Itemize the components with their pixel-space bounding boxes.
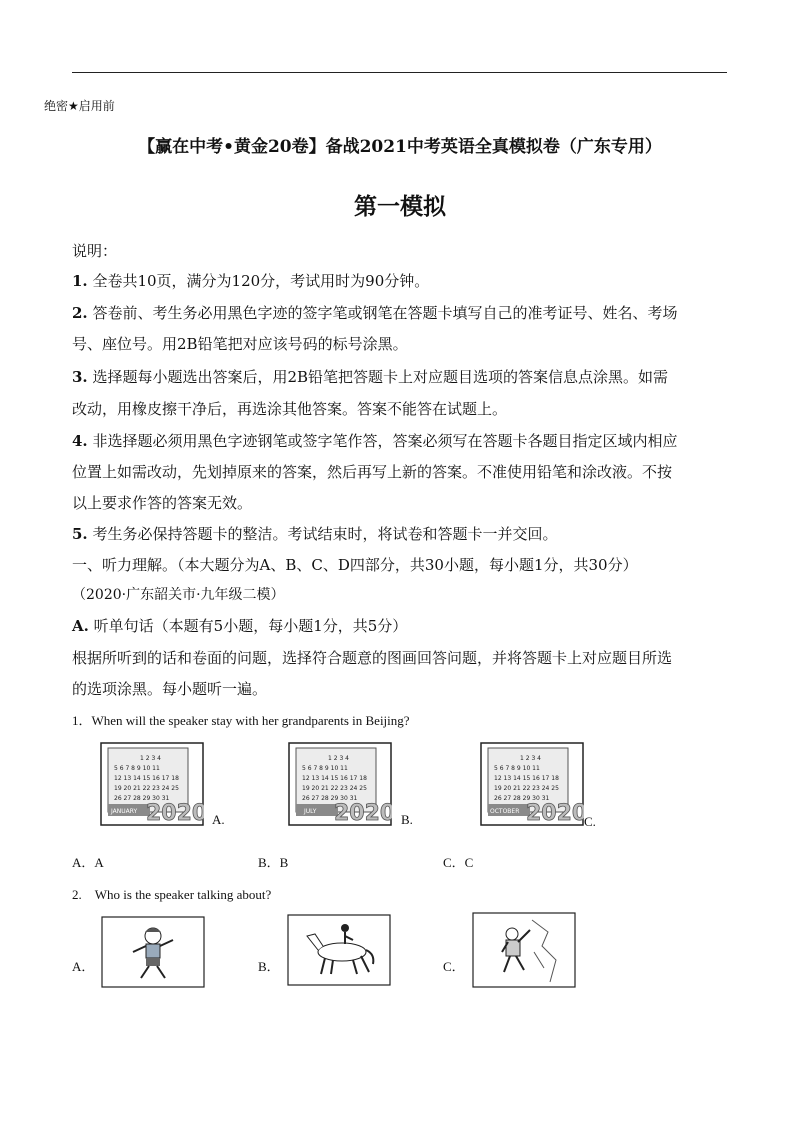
answer-option-b[interactable]: B．B [258,855,289,870]
top-rule [72,72,727,73]
instruction-number: 4. [72,432,88,450]
running-boy-icon [101,916,205,988]
svg-text:26 27 28 29 30 31: 26 27 28 29 30 31 [114,795,170,802]
instruction-5 [72,523,557,544]
svg-text:5 6 7 8 9 10 11: 5 6 7 8 9 10 11 [494,765,540,772]
boy-running-image [101,916,205,992]
instruction-4-line-3: 以上要求作答的答案无效。 [72,494,253,512]
calendar-january-image [100,742,204,830]
svg-text:26 27 28 29 30 31: 26 27 28 29 30 31 [494,795,550,802]
svg-text:19 20 21 22 23 24 25: 19 20 21 22 23 24 25 [114,785,179,792]
question-1-text: 1．When will the speaker stay with her grandparents in Beijing? [72,713,410,728]
instruction-text: 选择题每小题选出答案后，用2B铅笔把答题卡上对应题目选项的答案信息点涂黑。如需 [92,368,669,386]
directions-line-1: 根据所听到的话和卷面的问题，选择符合题意的图画回答问题，并将答题卡上对应题目所选 [72,649,673,667]
svg-text:12 13 14 15 16 17 18: 12 13 14 15 16 17 18 [494,775,559,782]
svg-text:12 13 14 15 16 17 18: 12 13 14 15 16 17 18 [302,775,367,782]
instruction-text: 非选择题必须用黑色字迹钢笔或签字笔作答，答案必须写在答题卡各题目指定区域内相应 [92,432,678,450]
calendar-icon [100,742,204,826]
instruction-text: 全卷共10页，满分为120分，考试用时为90分钟。 [92,272,430,290]
calendar-icon [288,742,392,826]
question-2-text: 2. Who is the speaker talking about? [72,887,272,902]
instruction-1 [72,270,429,291]
answer-option-c[interactable]: C． [443,959,465,974]
instruction-2-line-2: 号、座位号。用2B铅笔把对应该号码的标号涂黑。 [72,335,408,353]
calendar-month-label: OCTOBER [490,808,520,815]
instruction-3-line-2: 改动，用橡皮擦干净后，再选涂其他答案。答案不能答在试题上。 [72,400,508,418]
calendar-year-label: 2020 [146,801,204,826]
instruction-number: 2. [72,304,88,322]
part-a-heading [72,615,407,636]
svg-text:5 6 7 8 9 10 11: 5 6 7 8 9 10 11 [302,765,348,772]
instruction-number: 1. [72,272,88,290]
horse-rider-icon [287,914,391,986]
instruction-text: 答卷前、考生务必用黑色字迹的签字笔或钢笔在答题卡填写自己的准考证号、姓名、考场 [92,304,678,322]
picture-b-label: B. [401,812,413,827]
calendar-icon [480,742,584,826]
exam-subtitle: 第一模拟 [354,194,446,220]
picture-c-label: C. [584,814,596,829]
calendar-month-label: JANUARY [111,808,138,815]
horse-rider-image [287,914,391,990]
answer-option-a[interactable]: A． [72,959,95,974]
svg-text:12 13 14 15 16 17 18: 12 13 14 15 16 17 18 [114,775,179,782]
svg-text:19 20 21 22 23 24 25: 19 20 21 22 23 24 25 [494,785,559,792]
instruction-4-line-2: 位置上如需改动，先划掉原来的答案，然后再写上新的答案。不准使用铅笔和涂改液。不按 [72,463,673,481]
calendar-july-image [288,742,392,830]
instruction-number: 5. [72,525,88,543]
instruction-text: 考生务必保持答题卡的整洁。考试结束时，将试卷和答题卡一并交回。 [92,525,558,543]
calendar-year-label: 2020 [526,801,584,826]
answer-option-a[interactable]: A．A [72,855,104,870]
climber-icon [472,912,576,988]
svg-text:1 2 3 4: 1 2 3 4 [328,755,349,762]
rock-climber-image [472,912,576,992]
calendar-october-image [480,742,584,830]
instruction-3-line-1 [72,366,668,387]
svg-text:5 6 7 8 9 10 11: 5 6 7 8 9 10 11 [114,765,160,772]
instructions-heading: 说明： [72,242,118,260]
picture-a-label: A. [212,812,225,827]
svg-text:19 20 21 22 23 24 25: 19 20 21 22 23 24 25 [302,785,367,792]
instruction-number: 3. [72,368,88,386]
answer-option-c[interactable]: C．C [443,855,474,870]
exam-title: 【赢在中考•黄金20卷】备战2021中考英语全真模拟卷（广东专用） [138,137,662,157]
calendar-year-label: 2020 [334,801,392,826]
instruction-2-line-1 [72,302,677,323]
directions-line-2: 的选项涂黑。每小题听一遍。 [72,680,268,698]
section-heading: 一、听力理解。（本大题分为A、B、C、D四部分，共30小题，每小题1分，共30分） [72,556,638,574]
svg-text:1 2 3 4: 1 2 3 4 [520,755,541,762]
instruction-4-line-1 [72,430,677,451]
answer-option-b[interactable]: B． [258,959,280,974]
confidential-mark: 绝密★启用前 [44,99,115,113]
part-text: 听单句话（本题有5小题，每小题1分，共5分） [93,617,408,635]
svg-text:1 2 3 4: 1 2 3 4 [140,755,161,762]
svg-text:26 27 28 29 30 31: 26 27 28 29 30 31 [302,795,358,802]
calendar-month-label: JULY [304,808,317,815]
part-label: A. [72,617,89,635]
question-source: （2020·广东韶关市·九年级二模） [72,587,285,603]
